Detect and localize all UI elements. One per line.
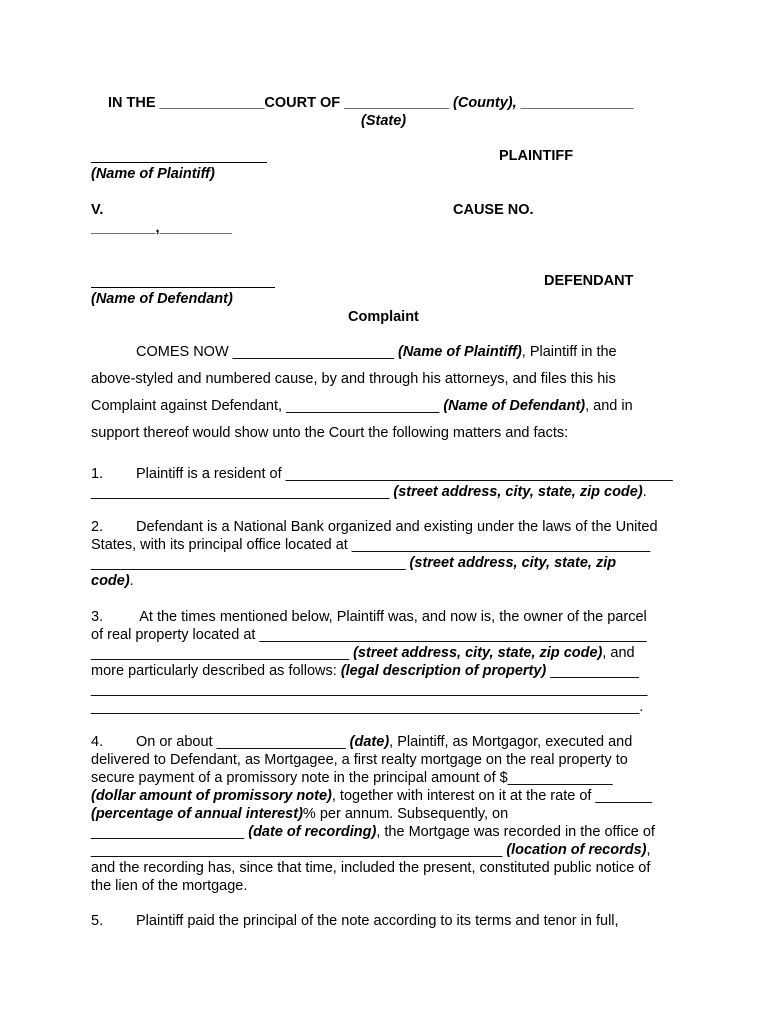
intro-line-1 bbox=[91, 344, 617, 360]
p3-address-hint: (street address, city, state, zip code) bbox=[353, 645, 603, 661]
intro-complaint-against: Complaint against Defendant, ___________________ bbox=[91, 398, 444, 414]
state-hint: (State) bbox=[361, 113, 407, 129]
p4-recording-blank: ___________________ bbox=[91, 824, 249, 840]
p2-end: . bbox=[129, 573, 134, 589]
p4-line-7 bbox=[91, 842, 651, 858]
p3-line-1 bbox=[91, 609, 647, 625]
county-hint: (County), bbox=[453, 95, 517, 111]
p1-blank: _____________________________________ bbox=[91, 484, 394, 500]
p1-text: Plaintiff is a resident of ________________________________________________ bbox=[136, 466, 673, 482]
p4-number: 4. bbox=[91, 734, 104, 750]
intro-line-4: support thereof would show unto the Court the following matters and facts: bbox=[91, 425, 569, 441]
plaintiff-label: PLAINTIFF bbox=[499, 148, 574, 164]
court-prefix: IN THE _____________COURT OF _____________ bbox=[108, 95, 449, 111]
p4-line-5 bbox=[91, 806, 508, 822]
p4-amount-hint: (dollar amount of promissory note) bbox=[91, 788, 332, 804]
p3-line-5: _____________________________________________________________________ bbox=[91, 681, 648, 697]
p1-end: . bbox=[642, 484, 647, 500]
p4-line-6-end: , the Mortgage was recorded in the office of bbox=[376, 824, 655, 840]
p4-location-blank: ___________________________________________________ bbox=[91, 842, 507, 858]
p2-line-1 bbox=[91, 519, 658, 535]
p2-zip-hint: code) bbox=[91, 573, 130, 589]
p5-line-1 bbox=[91, 913, 619, 929]
p4-line-4 bbox=[91, 788, 652, 804]
plaintiff-name-blank bbox=[91, 162, 267, 163]
court-line bbox=[108, 95, 634, 111]
intro-line-3-end: , and in bbox=[585, 398, 633, 414]
intro-line-3 bbox=[91, 398, 633, 414]
p4-line-5-end: % per annum. Subsequently, on bbox=[302, 806, 509, 822]
p4-line-4-end: , together with interest on it at the rate of _______ bbox=[331, 788, 652, 804]
intro-comes-now: COMES NOW ____________________ bbox=[136, 344, 398, 360]
plaintiff-name-hint: (Name of Plaintiff) bbox=[91, 166, 215, 182]
p3-blank: ________________________________ bbox=[91, 645, 354, 661]
p2-blank: _______________________________________ bbox=[91, 555, 410, 571]
p3-line-4-blank: ___________ bbox=[546, 663, 640, 679]
defendant-name-blank bbox=[91, 287, 275, 288]
p3-number: 3. bbox=[91, 609, 104, 625]
p4-line-8: and the recording has, since that time, included the present, constituted public notice of bbox=[91, 860, 651, 876]
intro-plaintiff-hint: (Name of Plaintiff) bbox=[397, 344, 522, 360]
intro-line-2: above-styled and numbered cause, by and through his attorneys, and files this his bbox=[91, 371, 616, 387]
p3-legal-hint: (legal description of property) bbox=[340, 663, 547, 679]
p5-number: 5. bbox=[91, 913, 104, 929]
p2-address-hint: (street address, city, state, zip bbox=[409, 555, 617, 571]
p4-interest-hint: (percentage of annual interest) bbox=[91, 806, 303, 822]
p4-line-7-end: , bbox=[646, 842, 651, 858]
p1-number: 1. bbox=[91, 466, 104, 482]
p5-text: Plaintiff paid the principal of the note according to its terms and tenor in full, bbox=[136, 913, 619, 929]
p2-text-1: Defendant is a National Bank organized and existing under the laws of the United bbox=[136, 519, 658, 535]
defendant-label: DEFENDANT bbox=[544, 273, 634, 289]
p4-line-2: delivered to Defendant, as Mortgagee, a first realty mortgage on the real property to bbox=[91, 752, 628, 768]
p1-address-hint: (street address, city, state, zip code) bbox=[393, 484, 643, 500]
intro-defendant-hint: (Name of Defendant) bbox=[443, 398, 586, 414]
p3-described: more particularly described as follows: bbox=[91, 663, 341, 679]
p2-line-2: States, with its principal office located at _____________________________________ bbox=[91, 537, 651, 553]
p2-line-3 bbox=[91, 555, 616, 571]
p1-line-2 bbox=[91, 484, 647, 500]
defendant-name-hint: (Name of Defendant) bbox=[91, 291, 233, 307]
document-title: Complaint bbox=[348, 309, 419, 325]
p3-line-4 bbox=[91, 663, 639, 679]
cause-no-label: CAUSE NO. bbox=[453, 202, 534, 218]
p3-line-3-end: , and bbox=[602, 645, 635, 661]
p3-line-3 bbox=[91, 645, 635, 661]
p4-line-1-end: , Plaintiff, as Mortgagor, executed and bbox=[389, 734, 633, 750]
p2-line-4 bbox=[91, 573, 134, 589]
county-blank: ______________ bbox=[520, 95, 634, 111]
p2-number: 2. bbox=[91, 519, 104, 535]
versus-label: V. bbox=[91, 202, 104, 218]
p4-line-9: the lien of the mortgage. bbox=[91, 878, 248, 894]
p4-line-3: secure payment of a promissory note in the principal amount of $_____________ bbox=[91, 770, 613, 786]
p3-line-6: ____________________________________________________________________. bbox=[91, 699, 644, 715]
p4-on-or-about: On or about ________________ bbox=[136, 734, 350, 750]
p3-line-2: of real property located at ________________________________________________ bbox=[91, 627, 647, 643]
p4-date-hint: (date) bbox=[349, 734, 390, 750]
p4-recording-hint: (date of recording) bbox=[248, 824, 377, 840]
defendant-blank-pair: ________,_________ bbox=[91, 220, 233, 236]
p1-line-1 bbox=[91, 466, 673, 482]
p3-text-1: At the times mentioned below, Plaintiff was, and now is, the owner of the parcel bbox=[136, 609, 647, 625]
p4-line-6 bbox=[91, 824, 655, 840]
intro-line-1-end: , Plaintiff in the bbox=[521, 344, 617, 360]
p4-line-1 bbox=[91, 734, 632, 750]
p4-location-hint: (location of records) bbox=[506, 842, 647, 858]
